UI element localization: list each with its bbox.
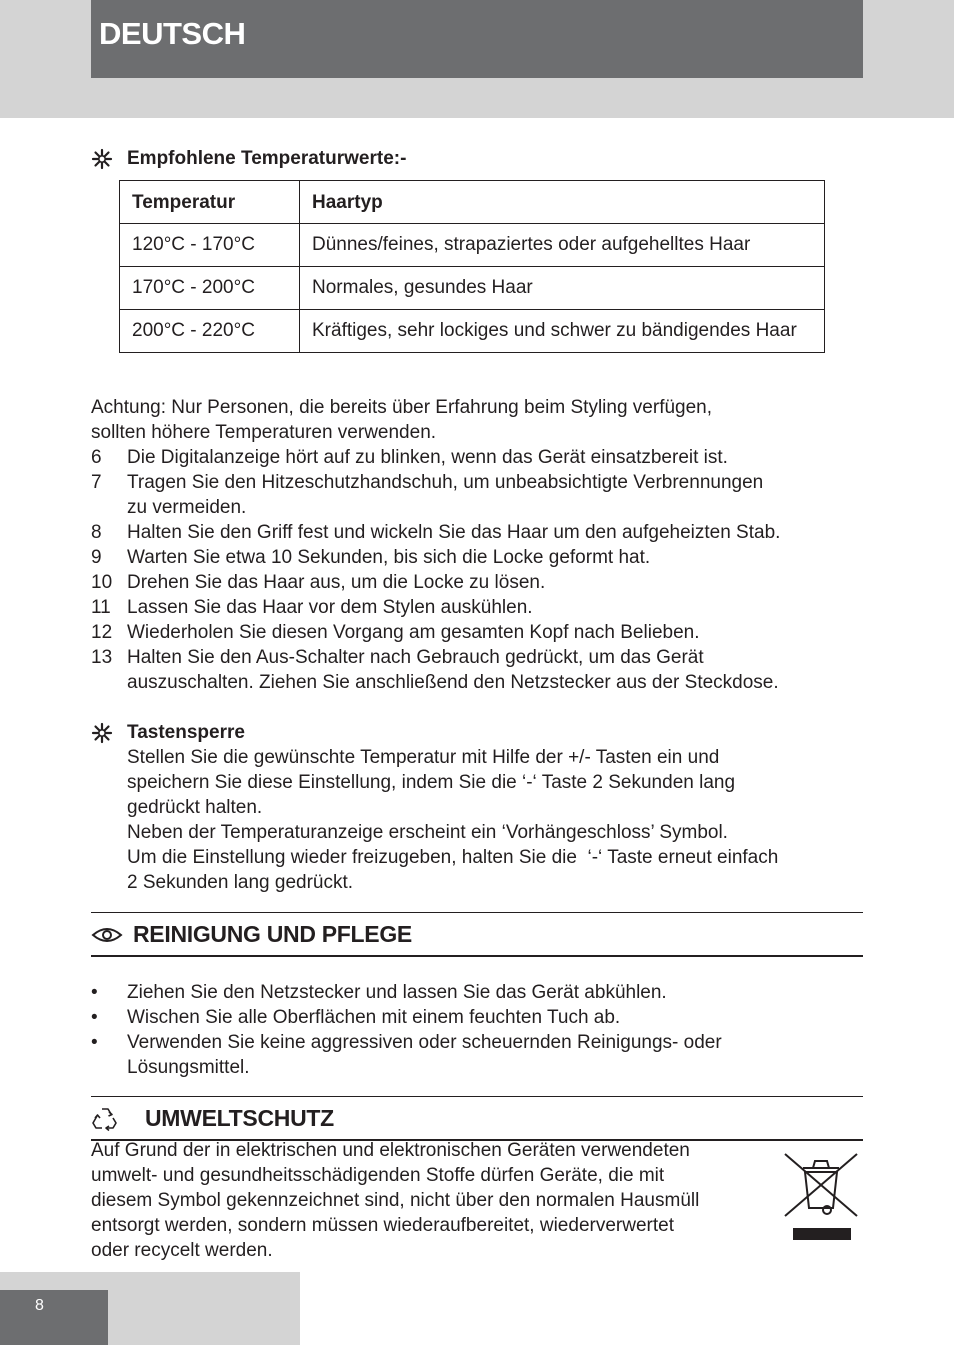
step-text: Wiederholen Sie diesen Vorgang am gesamten Kopf nach Belieben.	[127, 622, 700, 643]
column-header: Temperatur	[120, 181, 300, 224]
table-cell	[300, 310, 825, 353]
environment-line: diesem Symbol gekennzeichnet sind, nicht über den normalen Hausmüll	[91, 1190, 700, 1211]
step-number: 11	[91, 597, 111, 618]
environment-line: oder recycelt werden.	[91, 1240, 273, 1261]
step-number: 6	[91, 447, 102, 468]
cleaning-text: Verwenden Sie keine aggressiven oder scheuernden Reinigungs- oder	[127, 1032, 722, 1053]
step-text: Die Digitalanzeige hört auf zu blinken, wenn das Gerät einsatzbereit ist.	[127, 447, 728, 468]
table-row	[120, 267, 825, 310]
temperature-heading: Empfohlene Temperaturwerte:-	[127, 148, 407, 169]
keylock-line: Um die Einstellung wieder freizugeben, halten Sie die ‘-‘ Taste erneut einfach	[127, 847, 779, 868]
bullet: •	[91, 982, 98, 1003]
eye-icon	[91, 924, 123, 946]
caution-line: Achtung: Nur Personen, die bereits über Erfahrung beim Styling verfügen,	[91, 397, 713, 418]
environment-line: entsorgt werden, sondern müssen wiederaufbereitet, wiederverwertet	[91, 1215, 674, 1236]
table-cell-text: Kräftiges, sehr lockiges und schwer zu bändigendes Haar	[312, 320, 797, 341]
step-number: 9	[91, 547, 102, 568]
step-number: 13	[91, 647, 113, 668]
recycle-icon	[91, 1106, 119, 1132]
table-cell: Normales, gesundes Haar	[300, 267, 825, 310]
table-header-row	[120, 181, 825, 224]
temperature-table	[119, 180, 825, 353]
table-cell: 170°C - 200°C	[120, 267, 300, 310]
step-text: Drehen Sie das Haar aus, um die Locke zu lösen.	[127, 572, 546, 593]
keylock-line: gedrückt halten.	[127, 797, 263, 818]
title-bar	[91, 0, 863, 78]
page-title: DEUTSCH	[99, 16, 246, 51]
cleaning-section-header	[91, 912, 863, 957]
cleaning-text: Wischen Sie alle Oberflächen mit einem feuchten Tuch ab.	[127, 1007, 621, 1028]
crossed-out-bin-icon	[781, 1150, 861, 1244]
page-number-box	[0, 1290, 108, 1345]
step-text: auszuschalten. Ziehen Sie anschließend den Netzstecker aus der Steckdose.	[127, 672, 779, 693]
table-row	[120, 224, 825, 267]
environment-section-header	[91, 1096, 863, 1141]
keylock-line: speichern Sie diese Einstellung, indem Sie die ‘-‘ Taste 2 Sekunden lang	[127, 772, 736, 793]
step-text: Halten Sie den Aus-Schalter nach Gebrauch gedrückt, um das Gerät	[127, 647, 704, 668]
keylock-line: Neben der Temperaturanzeige erscheint ein ‘Vorhängeschloss’ Symbol.	[127, 822, 728, 843]
table-cell: Dünnes/feines, strapaziertes oder aufgehelltes Haar	[300, 224, 825, 267]
step-text: zu vermeiden.	[127, 497, 247, 518]
column-header: Haartyp	[300, 181, 825, 224]
cleaning-heading: REINIGUNG UND PFLEGE	[133, 921, 412, 947]
starburst-icon	[91, 148, 113, 170]
keylock-line: 2 Sekunden lang gedrückt.	[127, 872, 354, 893]
cleaning-text: Lösungsmittel.	[127, 1057, 250, 1078]
environment-heading: UMWELTSCHUTZ	[145, 1105, 334, 1131]
keylock-line: Stellen Sie die gewünschte Temperatur mit Hilfe der +/- Tasten ein und	[127, 747, 720, 768]
starburst-icon	[91, 722, 113, 744]
table-row	[120, 310, 825, 353]
environment-line: Auf Grund der in elektrischen und elektronischen Geräten verwendeten	[91, 1140, 690, 1161]
table-cell: 120°C - 170°C	[120, 224, 300, 267]
step-text: Tragen Sie den Hitzeschutzhandschuh, um unbeabsichtigte Verbrennungen	[127, 472, 764, 493]
environment-line: umwelt- und gesundheitsschädigenden Stoffe dürfen Geräte, die mit	[91, 1165, 665, 1186]
table-cell: 200°C - 220°C	[120, 310, 300, 353]
step-text: Lassen Sie das Haar vor dem Stylen auskühlen.	[127, 597, 533, 618]
step-number: 8	[91, 522, 102, 543]
bullet: •	[91, 1032, 98, 1053]
step-number: 12	[91, 622, 113, 643]
step-number: 7	[91, 472, 102, 493]
page-number: 8	[35, 1297, 44, 1314]
cleaning-text: Ziehen Sie den Netzstecker und lassen Sie das Gerät abkühlen.	[127, 982, 667, 1003]
keylock-heading: Tastensperre	[127, 722, 245, 743]
step-number: 10	[91, 572, 113, 593]
step-text: Warten Sie etwa 10 Sekunden, bis sich die Locke geformt hat.	[127, 547, 651, 568]
caution-line: sollten höhere Temperaturen verwenden.	[91, 422, 437, 443]
bullet: •	[91, 1007, 98, 1028]
step-text: Halten Sie den Griff fest und wickeln Sie das Haar um den aufgeheizten Stab.	[127, 522, 781, 543]
